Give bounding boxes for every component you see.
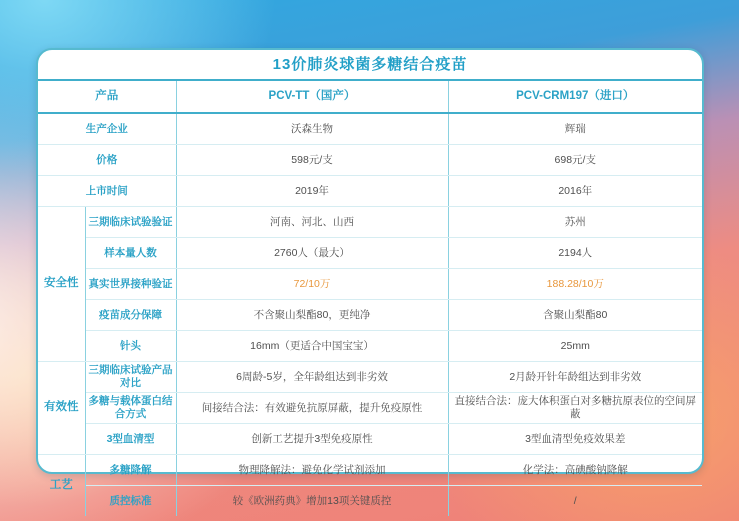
comparison-card <box>36 48 704 507</box>
row-label: 三期临床试验产品对比 <box>85 362 176 393</box>
group-label-safety: 安全性 <box>38 207 85 362</box>
table-row-qc-standard <box>38 486 702 517</box>
group-label-efficacy: 有效性 <box>38 362 85 455</box>
table-row-launch-year <box>38 176 702 207</box>
table-row-serotype3 <box>38 424 702 455</box>
card-title: 13价肺炎球菌多糖结合疫苗 <box>38 50 702 81</box>
column-header-domestic: PCV-TT（国产） <box>176 81 448 113</box>
value-cell-highlight: 72/10万 <box>176 269 448 300</box>
column-header-imported: PCV-CRM197（进口） <box>448 81 702 113</box>
row-label: 样本量人数 <box>85 238 176 269</box>
table-row-conjugation <box>38 393 702 424</box>
table-row-phase3-compare <box>38 362 702 393</box>
value-cell: / <box>448 486 702 517</box>
table-row-price <box>38 145 702 176</box>
value-cell-highlight: 188.28/10万 <box>448 269 702 300</box>
row-label: 生产企业 <box>38 113 176 145</box>
value-cell: 2760人（最大） <box>176 238 448 269</box>
table-row-needle <box>38 331 702 362</box>
value-cell: 河南、河北、山西 <box>176 207 448 238</box>
value-cell: 不含聚山梨酯80，更纯净 <box>176 300 448 331</box>
table-row-sample-size <box>38 238 702 269</box>
value-cell: 3型血清型免疫效果差 <box>448 424 702 455</box>
value-cell: 598元/支 <box>176 145 448 176</box>
value-cell: 沃森生物 <box>176 113 448 145</box>
row-label: 多糖降解 <box>85 455 176 486</box>
table-row-phase3-trial <box>38 207 702 238</box>
table-row-degradation <box>38 455 702 486</box>
comparison-table <box>38 81 702 516</box>
row-label: 三期临床试验验证 <box>85 207 176 238</box>
row-label: 上市时间 <box>38 176 176 207</box>
value-cell: 苏州 <box>448 207 702 238</box>
value-cell: 间接结合法：有效避免抗原屏蔽，提升免疫原性 <box>176 393 448 424</box>
value-cell: 化学法：高碘酸钠降解 <box>448 455 702 486</box>
table-row-real-world <box>38 269 702 300</box>
group-label-process: 工艺 <box>38 455 85 517</box>
value-cell: 6周龄-5岁，全年龄组达到非劣效 <box>176 362 448 393</box>
value-cell: 2月龄开针年龄组达到非劣效 <box>448 362 702 393</box>
value-cell: 创新工艺提升3型免疫原性 <box>176 424 448 455</box>
value-cell: 较《欧洲药典》增加13项关键质控 <box>176 486 448 517</box>
value-cell: 2019年 <box>176 176 448 207</box>
value-cell: 含聚山梨酯80 <box>448 300 702 331</box>
value-cell: 2016年 <box>448 176 702 207</box>
row-label: 针头 <box>85 331 176 362</box>
row-label: 质控标准 <box>85 486 176 517</box>
product-header-cell: 产品 <box>38 81 176 113</box>
value-cell: 辉瑞 <box>448 113 702 145</box>
value-cell: 物理降解法：避免化学试剂添加 <box>176 455 448 486</box>
row-label: 价格 <box>38 145 176 176</box>
row-label: 多糖与载体蛋白结合方式 <box>85 393 176 424</box>
row-label: 3型血清型 <box>85 424 176 455</box>
table-row-manufacturer <box>38 113 702 145</box>
value-cell: 直接结合法：庞大体积蛋白对多糖抗原表位的空间屏蔽 <box>448 393 702 424</box>
value-cell: 698元/支 <box>448 145 702 176</box>
value-cell: 25mm <box>448 331 702 362</box>
row-label: 真实世界接种验证 <box>85 269 176 300</box>
table-row-ingredient <box>38 300 702 331</box>
row-label: 疫苗成分保障 <box>85 300 176 331</box>
value-cell: 2194人 <box>448 238 702 269</box>
table-header-row <box>38 81 702 113</box>
value-cell: 16mm（更适合中国宝宝） <box>176 331 448 362</box>
